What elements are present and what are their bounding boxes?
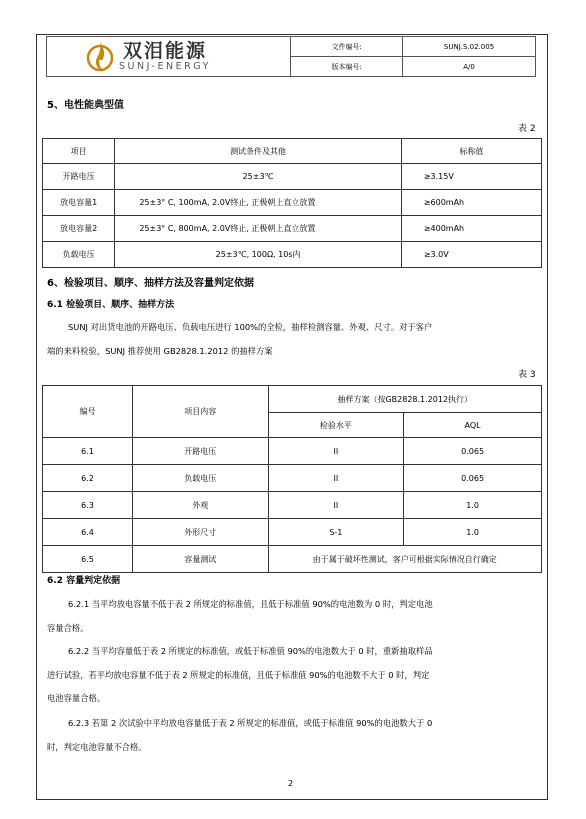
section-6-1-title: 6.1 检验项目、顺序、抽样方法 <box>47 300 175 310</box>
table-cell: 放电容量1 <box>43 190 115 216</box>
table-2-header-nominal: 标称值 <box>401 139 541 164</box>
table-cell: 25±3℃, 100Ω, 10s内 <box>115 242 402 268</box>
table-3-header-item: 项目内容 <box>133 386 268 438</box>
table-cell: 开路电压 <box>133 438 268 465</box>
table-cell: 6.4 <box>43 519 133 546</box>
table-cell: 0.065 <box>404 438 542 465</box>
section-5-title: 5、电性能典型值 <box>47 100 124 111</box>
logo-chinese-text: 双泪能源 <box>122 39 207 62</box>
paragraph-6-2-1-line1: 6.2.1 当平均放电容量不低于表 2 所规定的标准值，且低于标准值 90%的电池数为 0 时，判定电池 <box>68 599 433 609</box>
table-cell: S-1 <box>268 519 404 546</box>
table-2-caption: 表 2 <box>518 124 536 134</box>
table-row <box>43 242 542 268</box>
table-cell: II <box>268 465 404 492</box>
logo-english-text: SUNJ-ENERGY <box>119 60 211 72</box>
paragraph-6-2-2-line3: 电池容量合格。 <box>47 693 106 703</box>
paragraph-6-2-1-line2: 容量合格。 <box>47 623 89 633</box>
table-3-header-plan: 抽样方案（按GB2828.1.2012执行） <box>268 386 541 413</box>
table-cell: 负载电压 <box>43 242 115 268</box>
table-2-header-item: 项目 <box>43 139 115 164</box>
table-cell: ≥600mAh <box>401 190 541 216</box>
company-logo <box>47 38 290 76</box>
table-cell: 6.2 <box>43 465 133 492</box>
table-3-caption: 表 3 <box>518 370 536 380</box>
logo-cell <box>47 37 291 77</box>
flame-logo-icon <box>85 40 115 74</box>
table-3-header-no: 编号 <box>43 386 133 438</box>
table-3-header-level: 检验水平 <box>268 413 404 438</box>
page-number: 2 <box>288 779 294 788</box>
version-label: 版本编号: <box>291 57 403 77</box>
table-cell: 6.5 <box>43 546 133 573</box>
table-cell: 容量测试 <box>133 546 268 573</box>
table-row <box>43 465 542 492</box>
table-cell: 开路电压 <box>43 164 115 190</box>
paragraph-6-2-2-line2: 进行试验，若平均放电容量不低于表 2 所规定的标准值，且低于标准值 90%的电池数不大于 0 时，判定 <box>47 670 430 680</box>
doc-no-value: SUNJ.S.02.005 <box>403 37 536 57</box>
table-cell: 6.3 <box>43 492 133 519</box>
paragraph-6-2-3-line2: 时，判定电池容量不合格。 <box>47 742 147 752</box>
table-cell: 25±3° C, 100mA, 2.0V终止, 正极朝上直立放置 <box>115 190 402 216</box>
table-cell: 由于属于破坏性测试，客户可根据实际情况自行确定 <box>268 546 541 573</box>
table-row <box>43 438 542 465</box>
document-header <box>46 36 536 78</box>
table-cell: 外观 <box>133 492 268 519</box>
table-cell: II <box>268 492 404 519</box>
paragraph-6-2-2-line1: 6.2.2 当平均容量低于表 2 所规定的标准值，或低于标准值 90%的电池数大于 0 时，重新抽取样品 <box>68 646 433 656</box>
table-row <box>43 216 542 242</box>
version-value: A/0 <box>403 57 536 77</box>
table-row <box>43 519 542 546</box>
table-cell: II <box>268 438 404 465</box>
paragraph-6-2-3-line1: 6.2.3 若第 2 次试验中平均放电容量低于表 2 所规定的标准值，或低于标准值 90%的电池数大于 0 <box>68 718 433 728</box>
table-3-header-aql: AQL <box>404 413 542 438</box>
table-cell: 1.0 <box>404 492 542 519</box>
paragraph-6-1-line1: SUNJ 对出货电池的开路电压、负载电压进行 100%的全检，抽样检测容量、外观、尺寸。对于客户 <box>68 322 433 332</box>
table-cell: ≥3.0V <box>401 242 541 268</box>
table-cell: 1.0 <box>404 519 542 546</box>
table-cell: 负载电压 <box>133 465 268 492</box>
table-cell: 0.065 <box>404 465 542 492</box>
table-row <box>43 492 542 519</box>
table-cell: 25±3℃ <box>115 164 402 190</box>
table-row <box>43 546 542 573</box>
table-cell: ≥3.15V <box>401 164 541 190</box>
section-6-title: 6、检验项目、顺序、抽样方法及容量判定依据 <box>47 278 254 289</box>
paragraph-6-1-line2: 端的来料检验，SUNJ 推荐使用 GB2828.1.2012 的抽样方案 <box>47 346 273 356</box>
table-3-header-row-1 <box>43 386 542 413</box>
table-3 <box>42 385 542 573</box>
table-cell: ≥400mAh <box>401 216 541 242</box>
table-2 <box>42 138 542 268</box>
table-row <box>43 164 542 190</box>
section-6-2-title: 6.2 容量判定依据 <box>47 576 121 586</box>
table-cell: 外形尺寸 <box>133 519 268 546</box>
table-row <box>43 190 542 216</box>
doc-no-label: 文件编号: <box>291 37 403 57</box>
table-cell: 放电容量2 <box>43 216 115 242</box>
table-cell: 6.1 <box>43 438 133 465</box>
table-2-header-condition: 测试条件及其他 <box>115 139 402 164</box>
table-cell: 25±3° C, 800mA, 2.0V终止, 正极朝上直立放置 <box>115 216 402 242</box>
table-2-header-row <box>43 139 542 164</box>
